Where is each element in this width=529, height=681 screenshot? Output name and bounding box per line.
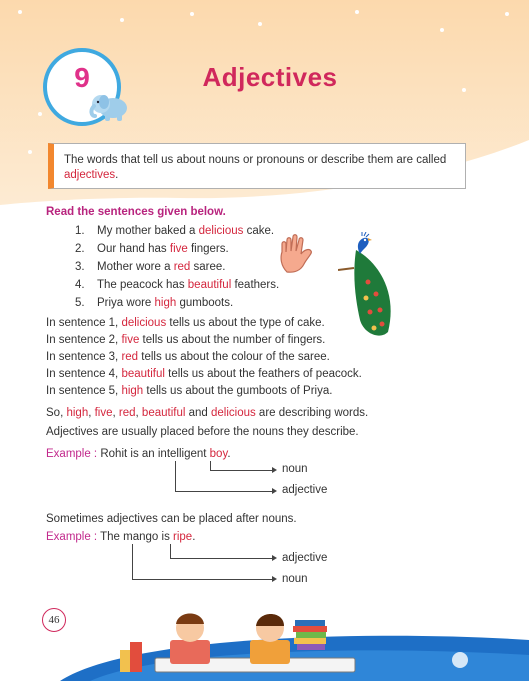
explanation-text: In sentence 5, <box>46 385 122 397</box>
summary-adjective: five <box>94 407 113 419</box>
explanation-text: In sentence 2, <box>46 334 122 346</box>
explanation-adjective: five <box>121 334 140 346</box>
example-adjective: ripe <box>173 531 193 543</box>
explanation-line <box>46 368 362 380</box>
sentence-text: saree. <box>190 261 226 273</box>
section-heading: Read the sentences given below. <box>46 206 226 218</box>
decor-dot <box>505 12 509 16</box>
decor-dot <box>28 150 32 154</box>
sentence-number: 2. <box>75 243 85 255</box>
sentence-text: gumboots. <box>176 297 234 309</box>
sentence-number: 5. <box>75 297 85 309</box>
decor-dot <box>190 12 194 16</box>
sentence-text: My mother baked a <box>97 225 199 237</box>
summary-separator: , <box>88 407 95 419</box>
chapter-badge <box>43 48 121 126</box>
rule-text: Adjectives are usually placed before the nouns they describe. <box>46 426 359 438</box>
adjective-connector <box>175 461 273 492</box>
sentence-adjective: delicious <box>198 225 244 237</box>
explanation-text: In sentence 1, <box>46 317 122 329</box>
summary-adjective: delicious <box>210 407 256 419</box>
page-number-badge <box>42 608 66 632</box>
explanation-text: tells us about the gumboots of Priya. <box>143 385 333 397</box>
summary-line <box>46 407 368 419</box>
example-line <box>46 531 195 543</box>
page-number: 46 <box>48 614 60 626</box>
sentence-text: Our hand has <box>97 243 170 255</box>
decor-dot <box>355 10 359 14</box>
decor-dot <box>258 22 262 26</box>
explanation-text: tells us about the number of fingers. <box>139 334 326 346</box>
sentence-adjective: five <box>169 243 188 255</box>
explanation-adjective: beautiful <box>121 368 165 380</box>
explanation-line <box>46 351 330 363</box>
summary-adjective: beautiful <box>141 407 186 419</box>
sentence-item <box>75 279 279 291</box>
explanation-line <box>46 334 325 346</box>
sentence-text: cake. <box>243 225 275 237</box>
sentence-number: 1. <box>75 225 85 237</box>
sentence-text: feathers. <box>231 279 280 291</box>
definition-text-before: The words that tell us about nouns or pronouns or describe them are called <box>64 154 447 166</box>
example-text: Rohit is an intelligent <box>100 448 210 460</box>
summary-text: are describing words. <box>255 407 369 419</box>
summary-text: So, <box>46 407 67 419</box>
explanation-text: tells us about the colour of the saree. <box>138 351 330 363</box>
hand-picture <box>277 232 317 274</box>
peacock-picture <box>338 232 418 342</box>
summary-separator: and <box>185 407 211 419</box>
example-text: The mango is <box>100 531 174 543</box>
decor-dot <box>120 18 124 22</box>
example-noun: boy <box>209 448 228 460</box>
definition-text <box>64 153 460 183</box>
example-text: . <box>227 448 231 460</box>
explanation-line <box>46 385 332 397</box>
decor-dot <box>440 28 444 32</box>
sentence-number: 3. <box>75 261 85 273</box>
example-label: Example : <box>46 531 98 543</box>
example-line <box>46 448 231 460</box>
explanation-line <box>46 317 325 329</box>
example-label: Example : <box>46 448 98 460</box>
decor-dot <box>508 170 512 174</box>
rule-text: Sometimes adjectives can be placed after nouns. <box>46 513 297 525</box>
explanation-text: tells us about the type of cake. <box>166 317 325 329</box>
explanation-text: In sentence 3, <box>46 351 122 363</box>
definition-box <box>48 143 466 189</box>
arrow-label-noun: noun <box>282 573 308 585</box>
elephant-icon <box>89 92 131 122</box>
children-reading-illustration <box>0 600 529 681</box>
sentence-item <box>75 261 226 273</box>
definition-text-after: . <box>115 169 119 181</box>
sentence-item <box>75 243 229 255</box>
sentence-adjective: high <box>154 297 177 309</box>
arrow-label-adjective: adjective <box>282 484 328 496</box>
sentence-text: Mother wore a <box>97 261 174 273</box>
explanation-text: In sentence 4, <box>46 368 122 380</box>
explanation-adjective: red <box>121 351 139 363</box>
arrowhead <box>272 576 277 582</box>
summary-separator: , <box>112 407 119 419</box>
arrow-label-noun: noun <box>282 463 308 475</box>
decor-dot <box>38 112 42 116</box>
decor-dot <box>462 88 466 92</box>
arrowhead <box>272 488 277 494</box>
chapter-title: Adjectives <box>202 62 338 92</box>
summary-adjective: high <box>66 407 89 419</box>
summary-adjective: red <box>118 407 136 419</box>
summary-separator: , <box>135 407 142 419</box>
explanation-text: tells us about the feathers of peacock. <box>164 368 362 380</box>
decor-dot <box>488 192 492 196</box>
sentence-text: The peacock has <box>97 279 188 291</box>
sentence-item <box>75 225 274 237</box>
sentence-adjective: red <box>173 261 191 273</box>
arrow-label-adjective: adjective <box>282 552 328 564</box>
sentence-text: fingers. <box>187 243 229 255</box>
definition-keyword: adjectives <box>64 169 116 181</box>
sentence-item <box>75 297 233 309</box>
chapter-number: 9 <box>74 62 90 93</box>
sentence-text: Priya wore <box>97 297 155 309</box>
example-text: . <box>192 531 196 543</box>
explanation-adjective: high <box>121 385 144 397</box>
noun-connector <box>132 544 273 580</box>
decor-dot <box>18 10 22 14</box>
explanation-adjective: delicious <box>121 317 167 329</box>
sentence-adjective: beautiful <box>187 279 232 291</box>
sentence-number: 4. <box>75 279 85 291</box>
